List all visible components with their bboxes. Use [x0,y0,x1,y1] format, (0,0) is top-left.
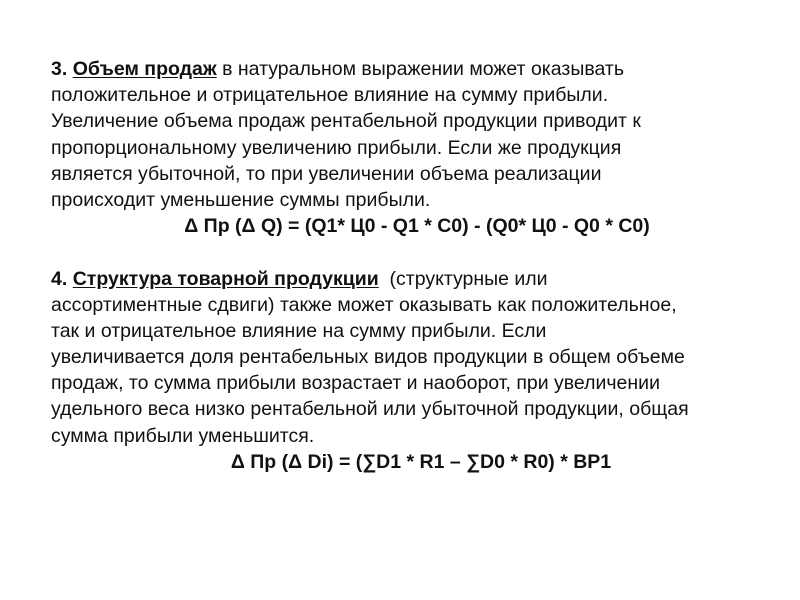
section-3-line-6: происходит уменьшение суммы прибыли. [51,188,431,211]
section-spacer [51,239,771,265]
section-4-number: 4. [51,267,68,290]
section-3-text-1: в натуральном выражении может оказывать [216,58,624,80]
slide-content [51,56,771,475]
section-3-line-4: пропорциональному увеличению прибыли. Если же продукция [51,136,622,159]
section-4-line-2: ассортиментные сдвиги) также может оказывать как положительное, [51,293,677,316]
section-4-line-1 [51,266,771,292]
section-3-line-2: положительное и отрицательное влияние на сумму прибыли. [51,84,609,107]
section-4-line-6: удельного веса низко рентабельной или убыточной продукции, общая [51,398,689,421]
section-3-line-1 [51,56,771,82]
section-3-heading: Объем продаж [72,58,217,80]
section-3-line-3: Увеличение объема продаж рентабельной продукции приводит к [51,110,641,133]
section-4-line-3: так и отрицательное влияние на сумму прибыли. Если [51,319,547,342]
section-4-line-7: сумма прибыли уменьшится. [51,424,315,447]
section-4-line-4: увеличивается доля рентабельных видов продукции в общем объеме [51,346,685,369]
section-3-formula: Δ Пр (Δ Q) = (Q1* Ц0 - Q1 * C0) - (Q0* Ц0 - Q0 * C0) [184,215,650,238]
section-4-line-5: продаж, то сумма прибыли возрастает и наоборот, при увеличении [51,372,660,395]
section-4-text-1: (структурные или [378,267,548,290]
section-4-heading: Структура товарной продукции [72,267,379,290]
section-4-formula: Δ Пр (Δ Di) = (∑D1 * R1 – ∑D0 * R0) * ВР1 [230,450,612,473]
section-3-line-5: является убыточной, то при увеличении объема реализации [51,162,602,185]
section-3-number: 3. [51,58,68,80]
